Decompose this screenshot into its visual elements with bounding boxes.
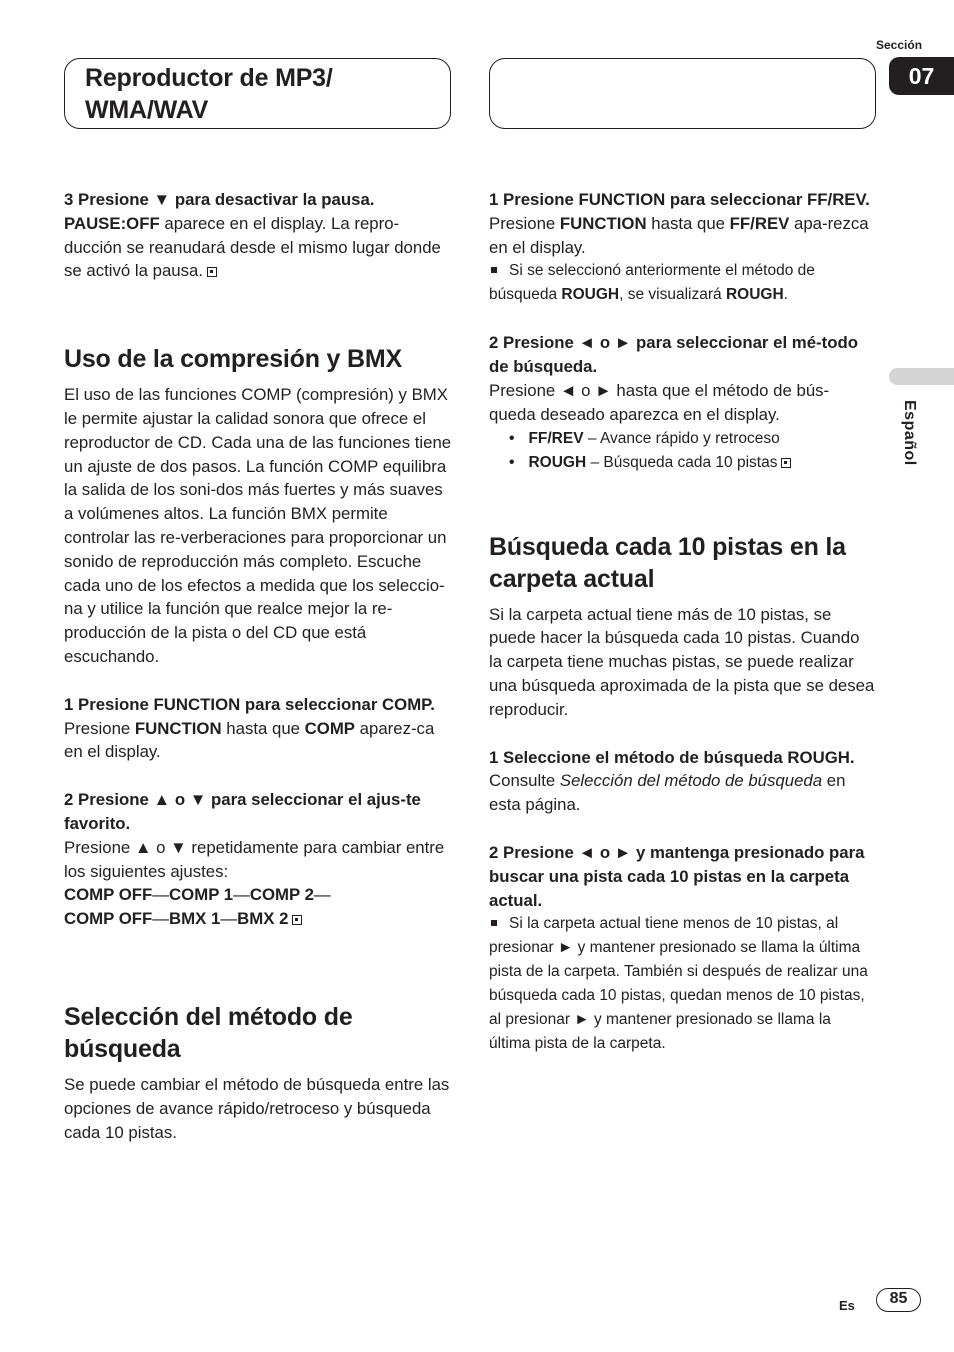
search-step-2-heading: 2 Presione ◄ o ► y mantenga presionado para buscar una pista cada 10 pistas en la carpeta actual. [489,842,865,910]
search-step-2-note: Si la carpeta actual tiene menos de 10 pistas, al presionar ► y mantener presionado se llama la última pista de la carpeta. También si después de realizar una búsqueda cada 10 pistas, quedan menos de 10 pistas, al presionar ► y mantener presionado se llama la última pista de la carpeta. [489,915,868,1053]
language-label: Español [901,400,918,466]
search-step-1-heading: 1 Seleccione el método de búsqueda ROUGH. [489,747,855,767]
ffrev-step-1-text: Presione FUNCTION hasta que FF/REV apa-rezca en el display. [489,213,869,257]
comp-step-2-heading: 2 Presione ▲ o ▼ para seleccionar el ajus-te favorito. [64,790,421,833]
search-10-paragraph: Si la carpeta actual tiene más de 10 pistas, se puede hacer la búsqueda cada 10 pistas. Cuando la carpeta tiene muchas pistas, se puede realizar una búsqueda aproximada de la pista que se desea reproducir. [489,604,875,719]
ffrev-step-2-heading: 2 Presione ◄ o ► para seleccionar el mé-todo de búsqueda. [489,333,858,377]
chapter-title: Reproductor de MP3/ WMA/WAV [85,64,333,124]
ffrev-note: Si se seleccionó anteriormente el método de búsqueda ROUGH, se visualizará ROUGH. [489,262,815,304]
comp-settings-line-2: COMP OFF—BMX 1—BMX 2 [64,907,452,931]
search-10-heading: Búsqueda cada 10 pistas en la carpeta actual [489,532,846,593]
comp-step-2-text: Presione ▲ o ▼ repetidamente para cambiar entre los siguientes ajustes: [64,837,445,881]
comp-bmx-paragraph: El uso de las funciones COMP (compresión) y BMX le permite ajustar la calidad sonora que ofrece el reproductor de CD. Cada una de las funciones tiene un ajuste de dos pasos. La función COMP equilibra la salida de los soni-dos más fuertes y más suaves a volúmenes altos. La función BMX permite controlar las re-verberaciones para proporcionar un sonido de reproducción más completo. Escuche cada uno de los efectos a medida que los seleccio-na y utilice la función que realce mejor la re-producción de la pista o del CD que está escuchando. [64,385,452,666]
search-step-1-text: Consulte Selección del método de búsqueda en esta página. [489,771,846,815]
section-label: Sección [876,38,923,52]
left-column [64,188,452,1144]
ffrev-step-2-text: Presione ◄ o ► hasta que el método de bús-queda deseado aparezca en el display. [489,380,830,424]
comp-settings-line-1: COMP OFF—COMP 1—COMP 2— [64,885,331,905]
list-item: • ROUGH – Búsqueda cada 10 pistas [509,451,875,475]
end-mark-icon [781,458,791,468]
end-mark-icon [292,915,302,925]
note-square-icon [491,267,497,273]
ffrev-step-1-heading: 1 Presione FUNCTION para seleccionar FF/REV. [489,190,870,209]
search-method-list [489,427,875,475]
note-square-icon [491,920,497,926]
list-item: • FF/REV – Avance rápido y retroceso [509,427,875,451]
end-mark-icon [207,267,217,277]
comp-step-1-text: Presione FUNCTION hasta que COMP aparez-ca en el display. [64,718,435,762]
language-tab [889,368,954,385]
search-method-heading: Selección del método de búsqueda [64,1002,353,1063]
section-number: 07 [889,57,954,95]
step-3-heading: 3 Presione ▼ para desactivar la pausa. [64,190,375,209]
right-column [489,188,875,1056]
footer-lang-code: Es [839,1298,855,1313]
comp-bmx-heading: Uso de la compresión y BMX [64,345,402,374]
header-title-box [64,58,451,129]
search-method-paragraph: Se puede cambiar el método de búsqueda entre las opciones de avance rápido/retroceso y búsqueda cada 10 pistas. [64,1074,450,1142]
header-empty-box [489,58,876,129]
comp-step-1-heading: 1 Presione FUNCTION para seleccionar COMP. [64,694,435,714]
step-3-text: PAUSE:OFF aparece en el display. La repro-ducción se reanudará desde el mismo lugar donde se activó la pausa. [64,213,441,281]
page-number: 85 [876,1288,921,1312]
